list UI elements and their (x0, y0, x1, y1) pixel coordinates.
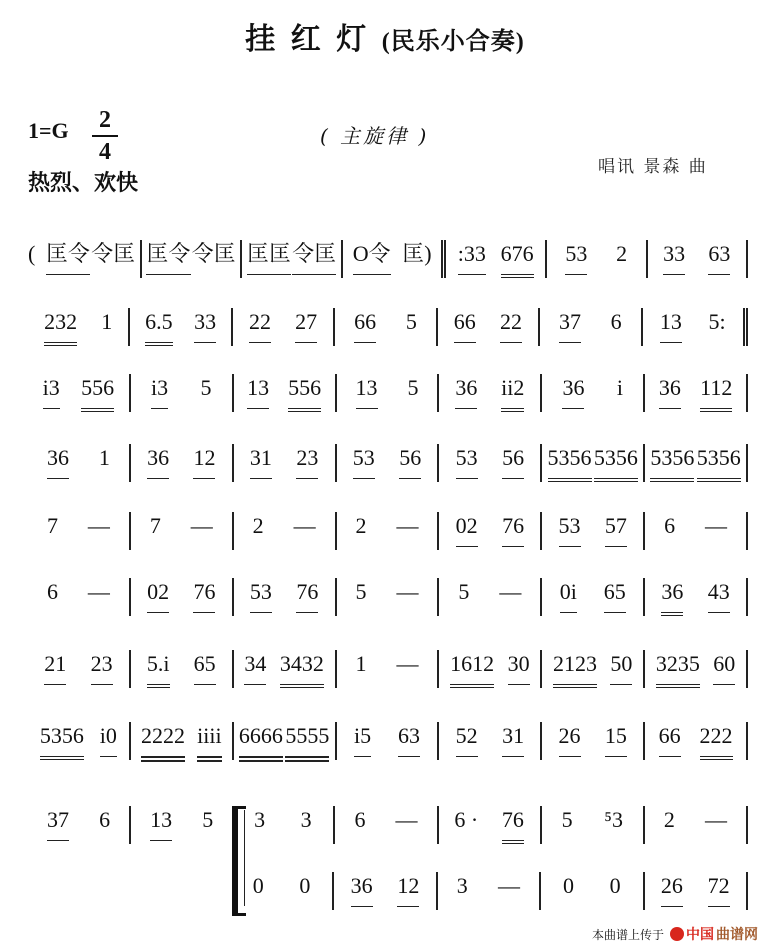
part-label: ( 主旋律 ) (320, 124, 430, 148)
score-line (28, 444, 748, 488)
note-group: 53 (559, 512, 581, 547)
note-group: 3 (254, 807, 266, 832)
note-group: 0i (560, 578, 577, 613)
note-group: 0 (299, 873, 311, 898)
note-group: — (395, 807, 418, 832)
note-group: i3 (43, 374, 60, 409)
measure (131, 444, 234, 482)
note-group: 76 (296, 578, 318, 613)
note-group: 112 (700, 374, 732, 412)
note-group: 3235 (656, 650, 700, 688)
note-group: ii2 (501, 374, 524, 412)
site-logo-icon (670, 927, 684, 941)
measure (131, 512, 234, 550)
measure (542, 650, 645, 688)
measure (131, 806, 232, 844)
note-group: 556 (81, 374, 114, 412)
note-group: 12 (193, 444, 215, 479)
note-group: 5: (708, 309, 726, 334)
note-group: 36 (455, 374, 477, 409)
measure (438, 872, 541, 910)
note-group: 2222 (141, 722, 185, 762)
note-group: — (396, 651, 419, 676)
note-group: 6 (99, 807, 111, 832)
measure (439, 722, 542, 760)
note-group: 43 (708, 578, 730, 613)
note-group: 36 (562, 374, 584, 409)
measure (541, 872, 644, 910)
note-group: 6 · (454, 807, 479, 832)
note-group: 6.5 (145, 308, 173, 346)
note-group: 匡令 (146, 240, 190, 275)
note-group: 5356 (697, 444, 741, 482)
note-group: 53 (565, 240, 587, 275)
measure (28, 444, 131, 482)
measure (542, 578, 645, 616)
score-line (28, 512, 748, 556)
measure (232, 806, 335, 844)
note-group: 2 (252, 513, 264, 538)
note-group: 12 (397, 872, 419, 907)
site-name-a: 中国 (686, 927, 714, 943)
tempo-marking: 热烈、欢快 (28, 171, 139, 196)
measure (343, 240, 447, 278)
note-group: 33 (194, 308, 216, 343)
measure (542, 374, 645, 412)
note-group: 5356 (548, 444, 592, 482)
fraction-bar (92, 135, 118, 137)
measure (130, 308, 232, 346)
note-group: i0 (100, 722, 117, 757)
note-group: 556 (288, 374, 321, 412)
site-logo[interactable] (670, 924, 758, 944)
note-group: 65 (194, 650, 216, 685)
title-subtitle: (民乐小合奏) (381, 29, 525, 55)
note-group: 34 (244, 650, 266, 685)
note-group: 31 (502, 722, 524, 757)
note-group: 60 (713, 650, 735, 685)
open-paren: ( (28, 241, 36, 266)
note-group: 5 (355, 579, 367, 604)
note-group: 02 (456, 512, 478, 547)
note-group: 21 (44, 650, 66, 685)
note-group: 5 (458, 579, 470, 604)
note-group: 3432 (280, 650, 324, 688)
note-group: — (704, 807, 727, 832)
note-group: 36 (659, 374, 681, 409)
note-group: 1 (355, 651, 367, 676)
note-group: 5555 (285, 722, 329, 762)
measure (28, 722, 131, 760)
note-group: i (616, 375, 623, 400)
note-group: i5 (354, 722, 371, 757)
title-main: 挂 红 灯 (245, 23, 371, 56)
note-group: 6 (664, 513, 676, 538)
measure (439, 444, 542, 482)
measure (542, 444, 645, 482)
score-title (0, 14, 770, 58)
note-group: 13 (660, 308, 682, 343)
note-group: 5 (200, 375, 212, 400)
measure (439, 512, 542, 550)
note-group: 令匡 (191, 241, 236, 266)
note-group: 5356 (594, 444, 638, 482)
system-bracket-inner-line (244, 810, 245, 906)
measure (645, 444, 748, 482)
note-group: 65 (604, 578, 626, 613)
note-group: 7 (149, 513, 161, 538)
note-group: 0 (252, 873, 264, 898)
note-group: 13 (150, 806, 172, 841)
note-group: ⁵3 (604, 807, 623, 832)
measure (337, 444, 440, 482)
note-group: 3 (456, 873, 468, 898)
note-group: — (87, 513, 110, 538)
note-group: 5 (407, 375, 419, 400)
note-group: — (705, 513, 728, 538)
measure (28, 512, 131, 550)
score-line (28, 308, 748, 352)
measure (28, 578, 131, 616)
note-group: 0 (562, 873, 574, 898)
note-group: 22 (249, 308, 271, 343)
note-group: 匡令 (46, 240, 90, 275)
score-line (28, 374, 748, 418)
measure (542, 512, 645, 550)
note-group: — (190, 513, 213, 538)
note-group: 22 (500, 308, 522, 343)
measure (438, 308, 540, 346)
score-line (28, 806, 748, 850)
note-group: — (87, 579, 110, 604)
measure (233, 308, 335, 346)
note-group: 676 (501, 240, 534, 278)
measure (131, 722, 234, 760)
measure (337, 722, 440, 760)
measure (337, 650, 440, 688)
measure (645, 806, 748, 844)
score-line (28, 650, 748, 694)
note-group: 56 (502, 444, 524, 479)
note-group: — (499, 579, 522, 604)
measure (337, 374, 440, 412)
measure (41, 240, 142, 278)
note-group: 5.i (147, 650, 170, 688)
measure (131, 578, 234, 616)
note-group: 令匡 (292, 240, 336, 275)
note-group: 31 (250, 444, 272, 479)
note-group: 2 (355, 513, 367, 538)
measure (542, 806, 645, 844)
note-group: 1 (98, 445, 110, 470)
note-group: 5 (405, 309, 417, 334)
note-group: 5356 (650, 444, 694, 482)
measure (645, 512, 748, 550)
measure (28, 308, 130, 346)
measure (28, 806, 131, 844)
composer-credit: 唱讯 景森 曲 (598, 157, 708, 177)
measure (335, 806, 438, 844)
note-group: 30 (508, 650, 530, 685)
note-group: 76 (502, 512, 524, 547)
measure (439, 578, 542, 616)
measure (542, 722, 645, 760)
measure (234, 722, 337, 760)
note-group: 52 (456, 722, 478, 757)
note-group: 13 (247, 374, 269, 409)
note-group: 53 (456, 444, 478, 479)
note-group: 72 (708, 872, 730, 907)
note-group: 1 (101, 309, 113, 334)
measure (129, 872, 230, 910)
note-group: 66 (354, 308, 376, 343)
measure (28, 872, 129, 910)
note-group: — (497, 873, 520, 898)
measure (648, 240, 749, 278)
score-line (28, 578, 748, 622)
watermark-footer (592, 924, 758, 944)
measure (334, 872, 437, 910)
measure (439, 650, 542, 688)
measure (335, 308, 437, 346)
note-group: 5 (202, 807, 214, 832)
measure (446, 240, 547, 278)
note-group: O令 (353, 240, 391, 275)
upload-text: 本曲谱上传于 (591, 927, 664, 942)
note-group: 6666 (239, 722, 283, 762)
note-group: 76 (502, 806, 524, 844)
score-line (28, 240, 748, 284)
note-group: 3 (300, 807, 312, 832)
score-line (28, 872, 748, 916)
note-group: 222 (700, 722, 733, 760)
note-group: 36 (351, 872, 373, 907)
note-group: 66 (454, 308, 476, 343)
time-signature (92, 108, 118, 164)
note-group: 36 (147, 444, 169, 479)
note-group: :33 (458, 240, 486, 275)
score-line (28, 722, 748, 766)
note-group: 26 (661, 872, 683, 907)
measure (645, 722, 748, 760)
measure (28, 374, 131, 412)
note-group: 匡) (402, 241, 432, 266)
note-group: 5356 (40, 722, 84, 760)
note-group: 6 (354, 807, 366, 832)
measure (131, 374, 234, 412)
note-group: 23 (296, 444, 318, 479)
note-group: 36 (661, 578, 683, 616)
measure (643, 308, 748, 346)
measure (337, 512, 440, 550)
site-name-b: 曲谱网 (716, 927, 758, 943)
note-group: 令匡 (91, 241, 136, 266)
note-group: 15 (605, 722, 627, 757)
measure (234, 650, 337, 688)
note-group: 76 (193, 578, 215, 613)
measure (439, 806, 542, 844)
note-group: 53 (250, 578, 272, 613)
measure (231, 872, 334, 910)
measure (540, 308, 642, 346)
note-group: 匡匡 (247, 240, 291, 275)
note-group: 63 (398, 722, 420, 757)
note-group: 13 (356, 374, 378, 409)
note-group: 6 (610, 309, 622, 334)
measure (234, 374, 337, 412)
note-group: 27 (295, 308, 317, 343)
note-group: 2123 (553, 650, 597, 688)
note-group: 37 (559, 308, 581, 343)
note-group: 7 (46, 513, 58, 538)
note-group: 23 (91, 650, 113, 685)
note-group: 2 (663, 807, 675, 832)
measure (547, 240, 648, 278)
note-group: 56 (399, 444, 421, 479)
note-group: 6 (46, 579, 58, 604)
measure (645, 650, 748, 688)
note-group: i3 (151, 374, 168, 409)
time-numerator: 2 (99, 107, 111, 133)
measure (131, 650, 234, 688)
measure (645, 872, 748, 910)
measure (234, 512, 337, 550)
key-signature: 1=G (28, 118, 69, 143)
note-group: 0 (609, 873, 621, 898)
measure (28, 650, 131, 688)
measure (234, 444, 337, 482)
note-group: 5 (561, 807, 573, 832)
note-group: 37 (47, 806, 69, 841)
measure (439, 374, 542, 412)
measure (234, 578, 337, 616)
measure (337, 578, 440, 616)
time-denominator: 4 (99, 139, 111, 165)
note-group: iiii (197, 722, 221, 762)
measure (645, 578, 748, 616)
note-group: 63 (708, 240, 730, 275)
note-group: 36 (47, 444, 69, 479)
note-group: 33 (663, 240, 685, 275)
note-group: 57 (605, 512, 627, 547)
note-group: 02 (147, 578, 169, 613)
note-group: 50 (610, 650, 632, 685)
note-group: 232 (44, 308, 77, 346)
measure (645, 374, 748, 412)
note-group: — (396, 513, 419, 538)
note-group: — (396, 579, 419, 604)
measure (242, 240, 343, 278)
measure (142, 240, 243, 278)
note-group: 26 (559, 722, 581, 757)
note-group: 66 (659, 722, 681, 757)
note-group: 1612 (450, 650, 494, 688)
note-group: 53 (353, 444, 375, 479)
note-group: — (293, 513, 316, 538)
note-group: 2 (616, 241, 628, 266)
